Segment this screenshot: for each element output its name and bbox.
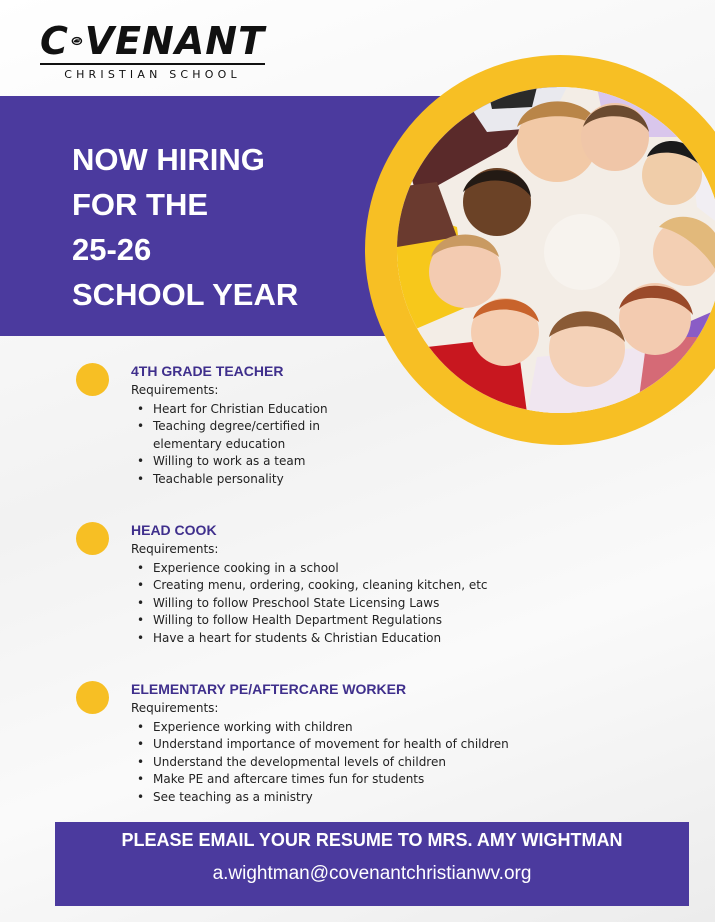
requirement-item: • Teaching degree/certified in elementary education [131, 418, 328, 453]
hero-line-1: NOW HIRING [72, 142, 265, 177]
requirement-item: • Teachable personality [131, 471, 328, 488]
logo-subtitle: CHRISTIAN SCHOOL [64, 68, 241, 81]
requirement-item: • Make PE and aftercare times fun for students [131, 771, 509, 788]
requirement-item: • Understand importance of movement for health of children [131, 736, 509, 753]
job-bullet-dot [76, 681, 109, 714]
logo-divider [40, 63, 265, 65]
requirement-item: • Experience cooking in a school [131, 560, 488, 577]
requirement-item: • Willing to follow Preschool State Licensing Laws [131, 595, 488, 612]
children-circle-illustration [397, 87, 715, 413]
requirement-item: • Willing to follow Health Department Regulations [131, 612, 488, 629]
hero-line-4: SCHOOL YEAR [72, 277, 299, 312]
school-logo [40, 19, 265, 81]
hero-line-3: 25-26 [72, 232, 152, 267]
contact-banner [55, 822, 689, 906]
contact-email-link[interactable]: a.wightman@covenantchristianwv.org [212, 863, 532, 884]
requirement-item: • Experience working with children [131, 719, 509, 736]
requirements-label: Requirements: [131, 701, 219, 715]
requirements-label: Requirements: [131, 383, 219, 397]
logo-title-rest: VENANT [84, 19, 265, 63]
requirements-list [131, 719, 509, 806]
requirement-item: • Have a heart for students & Christian Education [131, 630, 488, 647]
job-title: ELEMENTARY PE/AFTERCARE WORKER [131, 681, 407, 697]
children-photo [397, 87, 715, 413]
logo-letter-c: C [40, 19, 69, 63]
contact-headline: PLEASE EMAIL YOUR RESUME TO MRS. AMY WIGHTMAN [121, 830, 623, 850]
requirements-label: Requirements: [131, 542, 219, 556]
logo-wordmark [40, 19, 265, 63]
requirement-item: • Understand the developmental levels of children [131, 754, 509, 771]
job-title: HEAD COOK [131, 522, 217, 538]
requirement-item: • Willing to work as a team [131, 453, 328, 470]
job-bullet-dot [76, 522, 109, 555]
requirements-list [131, 401, 328, 488]
job-bullet-dot [76, 363, 109, 396]
requirement-item: • See teaching as a ministry [131, 789, 509, 806]
hero-headline [72, 137, 402, 317]
requirement-item: • Creating menu, ordering, cooking, cleaning kitchen, etc [131, 577, 488, 594]
panther-icon [71, 25, 83, 57]
requirements-list [131, 560, 488, 647]
requirement-item: • Heart for Christian Education [131, 401, 328, 418]
hero-line-2: FOR THE [72, 187, 209, 222]
job-title: 4TH GRADE TEACHER [131, 363, 284, 379]
